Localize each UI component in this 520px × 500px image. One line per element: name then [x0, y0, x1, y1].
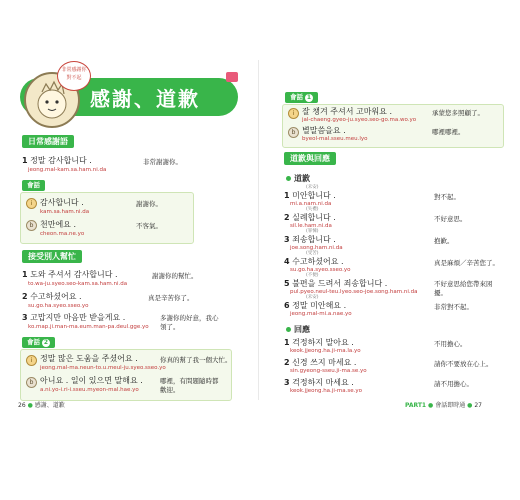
- footer-label: 感謝、道歉: [34, 402, 65, 409]
- footer-label: 會話即時通: [435, 402, 466, 409]
- dialog-line: 감사합니다 .: [40, 198, 84, 207]
- speaker-b-icon: b: [26, 220, 37, 231]
- romanization: sin.gyeong-sseu.ji-ma.se.yo: [290, 368, 367, 374]
- translation: 真是辛苦你了。: [148, 294, 194, 302]
- part-label: PART1: [405, 402, 427, 409]
- phrase-line: 1 걱정하지 말아요 .: [284, 338, 354, 347]
- translation: 對不起。: [434, 193, 460, 201]
- hanja: (失禮): [306, 207, 319, 212]
- hanja: (不便): [306, 273, 319, 278]
- romanization: pul.pyeo.neul-teu.lyeo.seo-joe.song.ham.ni.da: [290, 289, 418, 295]
- romanization: to.wa-ju.syeo.seo-kam.sa.ham.ni.da: [28, 281, 128, 287]
- bullet-icon: [286, 176, 291, 181]
- translation: 不好意思。: [434, 215, 467, 223]
- bookmark-icon: [226, 72, 238, 82]
- phrase-line: 3 고맙지만 마음만 받을게요 .: [22, 313, 126, 322]
- book-spine: [258, 60, 259, 400]
- dialog-line: 정말 많은 도움을 주셨어요 .: [40, 354, 138, 363]
- phrase-line: 2 수고하셨어요 .: [22, 292, 82, 301]
- translation: 抱歉。: [434, 237, 454, 245]
- romanization: ko.map.ji.man-ma.eum.man-pa.deul.gge.yo: [28, 324, 149, 330]
- dialog-line: 잘 챙겨 주셔서 고마워요 .: [302, 107, 392, 116]
- romanization: jal-chaeng.gyeo-ju.syeo.seo-go.ma.wo.yo: [302, 117, 417, 123]
- romanization: cheon.ma.ne.yo: [40, 231, 85, 237]
- romanization: kam.sa.ham.ni.da: [40, 209, 90, 215]
- romanization: a.ni.yo-i.ri-i.sseu.myeon-mal.hae.yo: [40, 387, 139, 393]
- footer-dot-icon: ●: [27, 402, 33, 409]
- translation: 請不用擔心。: [434, 380, 473, 388]
- phrase-line: 6 정말 미안해요 .: [284, 301, 347, 310]
- translation: 不客氣。: [136, 222, 162, 230]
- romanization: jeong.mal-kam.sa.ham.ni.da: [28, 167, 107, 173]
- section-title-accept-help: 接受別人幫忙: [22, 250, 82, 263]
- translation: 哪裡哪裡。: [432, 128, 465, 136]
- speaker-b-icon: b: [26, 377, 37, 388]
- phrase-line: 2 신경 쓰지 마세요 .: [284, 358, 357, 367]
- phrase-line: 2 실례합니다 .: [284, 213, 336, 222]
- section-title-apology: 道歉與回應: [284, 152, 336, 165]
- translation: 謝謝你。: [136, 200, 162, 208]
- left-footer: [18, 400, 65, 409]
- romanization: su.go.ha.syeo.sseo.yo: [290, 267, 351, 273]
- dialog-tag: 會話 2: [22, 337, 55, 348]
- hanja: (罪悚): [306, 229, 319, 234]
- romanization: jeong.mal-mi.a.nae.yo: [290, 311, 352, 317]
- translation: 謝謝你的幫忙。: [152, 272, 198, 280]
- hanja: (未安): [306, 185, 319, 190]
- phrase-line: 3 죄송합니다 .: [284, 235, 336, 244]
- dialog-line: 천만에요 .: [40, 220, 76, 229]
- dialog-tag: 會話 1: [285, 92, 318, 103]
- hanja: (受苦): [306, 251, 319, 256]
- dialog-line: 별말씀을요 .: [302, 126, 346, 135]
- translation: 請你不要放在心上。: [434, 360, 493, 368]
- footer-dot-icon: ●: [467, 402, 473, 409]
- speaker-a-icon: i: [288, 108, 299, 119]
- translation: 承蒙您多照顧了。: [432, 109, 484, 117]
- section-title-daily-thanks: 日常感謝語: [22, 135, 74, 148]
- translation: 哪裡，有問題隨時都歡迎。: [160, 377, 219, 394]
- romanization: joe.song.ham.ni.da: [290, 245, 343, 251]
- dialog-tag: 會話: [22, 180, 45, 191]
- subsection-response: 回應: [286, 324, 310, 335]
- translation: 多謝你的好意，我心領了。: [160, 314, 219, 331]
- romanization: byeol-mal.sseu.meu.lyo: [302, 136, 368, 142]
- phrase-line: 1 미안합니다 .: [284, 191, 336, 200]
- translation: 不用擔心。: [434, 340, 467, 348]
- speaker-a-icon: i: [26, 198, 37, 209]
- translation: 非常謝謝你。: [143, 158, 182, 166]
- bubble-line-2: 對不起: [66, 75, 82, 81]
- romanization: su.go.ha.syeo.sseo.yo: [28, 303, 89, 309]
- romanization: keok.jjeong.ha.ji-ma.la.yo: [290, 348, 361, 354]
- romanization: sil.le.ham.ni.da: [290, 223, 332, 229]
- page-number: 26: [18, 402, 26, 409]
- dialog-line: 아니요 . 일이 있으면 말해요 .: [40, 376, 143, 385]
- phrase-line: 3 걱정하지 마세요 .: [284, 378, 354, 387]
- right-footer: [405, 400, 482, 409]
- romanization: mi.a.nam.ni.da: [290, 201, 332, 207]
- romanization: keok.jjeong.ha.ji-ma.se.yo: [290, 388, 362, 394]
- page-number: 27: [474, 402, 482, 409]
- translation: 你真的幫了我一個大忙。: [160, 356, 232, 364]
- phrase-line: 1 정말 감사합니다 .: [22, 156, 92, 165]
- translation: 非常對不起。: [434, 303, 473, 311]
- subsection-apology: 道歉: [286, 173, 310, 184]
- bubble-line-1: 非常感謝你: [61, 67, 87, 73]
- speech-bubble: [57, 61, 91, 91]
- speaker-b-icon: b: [288, 127, 299, 138]
- translation: 不好意思給您帶來困擾。: [434, 280, 493, 297]
- translation: 真是麻煩／辛苦您了。: [434, 259, 499, 267]
- phrase-line: 1 도와 주셔서 감사합니다 .: [22, 270, 118, 279]
- bullet-icon: [286, 327, 291, 332]
- hanja: (未安): [306, 295, 319, 300]
- phrase-line: 4 수고하셨어요 .: [284, 257, 344, 266]
- footer-dot-icon: ●: [428, 402, 434, 409]
- romanization: jeong.mal-ma.neun-to.u.meul-ju.syeo.sseo.yo: [40, 365, 166, 371]
- phrase-line: 5 불편을 드려서 죄송합니다 .: [284, 279, 388, 288]
- chapter-title: 感謝、道歉: [90, 87, 200, 111]
- speaker-a-icon: i: [26, 355, 37, 366]
